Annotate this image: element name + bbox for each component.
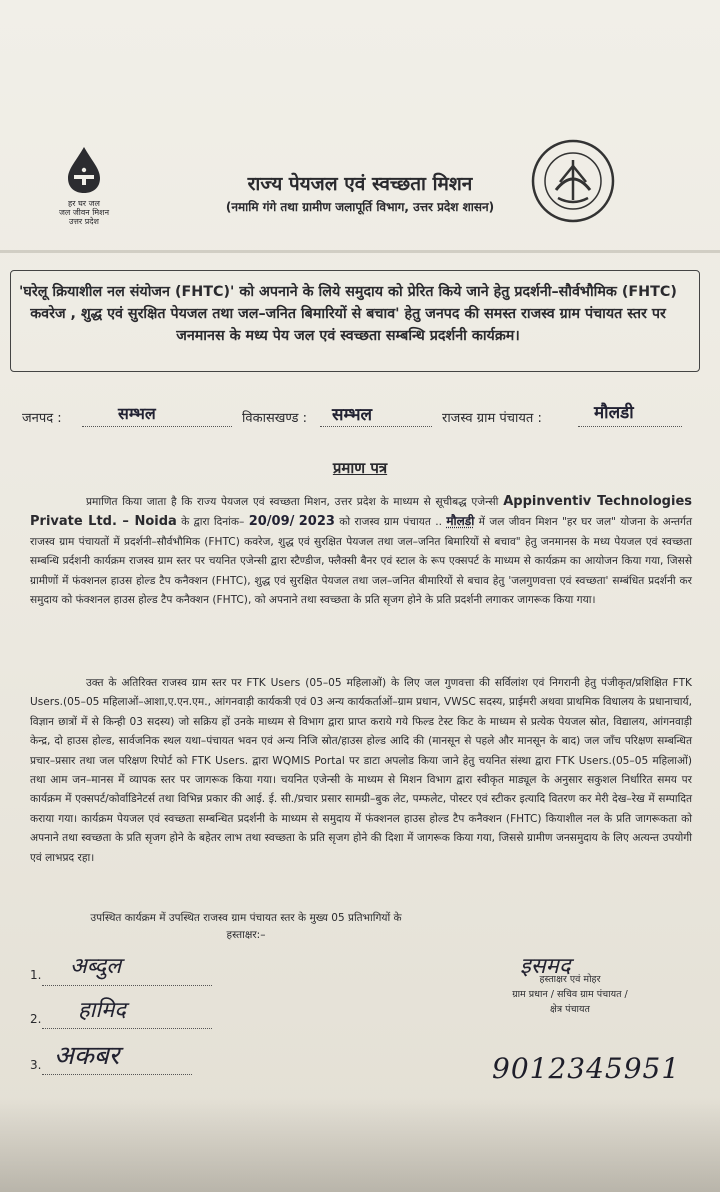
participant-number: 2.: [30, 1012, 42, 1026]
certificate-paragraph-1: [30, 492, 692, 610]
logo-line-2: जल जीवन मिशन: [58, 208, 110, 217]
seal-line-3: क्षेत्र पंचायत: [550, 1004, 590, 1015]
block-label: विकासखण्ड :: [242, 411, 308, 426]
paper-fold: [0, 250, 720, 253]
certificate-title: प्रमाण पत्र: [332, 459, 388, 477]
bottom-shadow: [0, 1097, 720, 1192]
participant-number: 3.: [30, 1058, 42, 1072]
pradhan-signature: इसमद: [520, 954, 571, 979]
certificate-paragraph-2: [30, 674, 692, 868]
p1-date-label: के द्वारा दिनांक–: [181, 516, 245, 529]
mission-subtitle: (नमामि गंगे तथा ग्रामीण जलापूर्ति विभाग, उत्तर प्रदेश शासन): [225, 200, 495, 214]
participants-heading: [36, 910, 456, 944]
participant-number: 1.: [30, 968, 42, 982]
seal-line-2: ग्राम प्रधान / सचिव ग्राम पंचायत /: [512, 989, 628, 1000]
signature-and-seal: [470, 958, 670, 1017]
date-value: 20/09/: [248, 514, 295, 530]
district-label: जनपद :: [22, 411, 62, 426]
logo-line-3: उत्तर प्रदेश: [69, 217, 99, 226]
village-value: मौलडी: [446, 514, 475, 529]
phone-number: 9012345951: [492, 1052, 681, 1085]
logo-line-1: हर घर जल: [68, 199, 100, 208]
participants-heading-line-1: उपस्थित कार्यक्रम में उपस्थित राजस्व ग्राम पंचायत स्तर के मुख्य 05 प्रतिभागियों के: [90, 912, 402, 924]
participant-signature: अब्दुल: [70, 954, 122, 979]
date-year: 2023: [298, 514, 335, 530]
p1-body: में जल जीवन मिशन "हर घर जल" योजना के अन्तर्गत राजस्व ग्राम पंचायतों में प्रदर्शनी–सौर्वभौमिक (FHTC) कवरेज, शुद्ध एवं सुरक्षित पेयजल तथा जल–जनित बिमारियों से बचाव" हेतु जनमानस के मध्य पेयजल एवं स्वच्छता सम्बन्धि प्रर्दशनी कार्यक्रम राजस्व ग्राम स्तर पर चयनित एजेन्सी द्वारा स्टैण्डीज, फ्लैक्सी बैनर एवं स्टाल के रूप एक्सपर्ट के माध्यम से कार्यक्रम का आयोजन किया गया, जिससे ग्रामीणों में फंक्शनल हाउस होल्ड टैप कनैक्शन (FHTC), शुद्ध एवं सुरक्षित पेयजल तथा जल–जनित बीमारियों से बचाव हेतु 'जलगुणवत्ता एवं स्वच्छता' सम्बंधित प्रदर्शनी कर समुदाय को फंक्शनल हाउस होल्ड टैप कनैक्शन (FHTC), को अपनाने तथा स्वच्छता के प्रति सृजग होने के प्रति प्रदर्शनी लगाकर जागरूक किया गया।: [30, 516, 692, 607]
seal-line-1: हस्ताक्षर एवं मोहर: [539, 974, 601, 985]
p1-intro: प्रमाणित किया जाता है कि राज्य पेयजल एवं स्वच्छता मिशन, उत्तर प्रदेश के माध्यम से सूचीबद्ध एजेन्सी: [86, 496, 499, 508]
p1-panchayat-label: को राजस्व ग्राम पंचायत ..: [339, 516, 442, 529]
participant-3: [30, 1058, 41, 1072]
panchayat-value: मौलडी: [594, 403, 634, 423]
block-value: सम्भल: [332, 405, 373, 425]
programme-heading: 'घरेलू क्रियाशील नल संयोजन (FHTC)' को अपनाने के लिये समुदाय को प्रेरित किये जाने हेतु प्रदर्शनी–सौर्वभौमिक (FHTC) कवरेज , शुद्ध एवं सुरक्षित पेयजल तथा जल–जनित बिमारियों से बचाव' हेतु जनपद की समस्त राजस्व ग्राम पंचायत स्तर पर जनमानस के मध्य पेय जल एवं स्वच्छता सम्बन्धि प्रदर्शनी कार्यक्रम।: [19, 284, 677, 344]
participant-signature: अकबर: [54, 1041, 120, 1071]
participant-signature: हामिद: [78, 998, 126, 1023]
mission-title: राज्य पेयजल एवं स्वच्छता मिशन: [247, 173, 473, 195]
participant-1: [30, 968, 41, 982]
participants-heading-line-2: हस्ताक्षर:–: [226, 929, 266, 941]
district-value: सम्भल: [118, 404, 156, 423]
panchayat-label: राजस्व ग्राम पंचायत :: [442, 411, 542, 426]
agency-name: Appinventiv Technologies Private Ltd. – Noida: [30, 494, 692, 530]
participant-2: [30, 1012, 41, 1026]
p2-body: उक्त के अतिरिक्त राजस्व ग्राम स्तर पर FTK Users (05–05 महिलाओं) के लिए जल गुणवत्ता की सर्विलांश एवं निगरानी हेतु पंजीकृत/प्रशिक्षित FTK Users.(05–05 महिलाओं–आशा,ए.एन.एम., आंगनवाड़ी कार्यकत्री एवं 03 अन्य कार्यकर्ताओं–ग्राम प्रधान, VWSC सदस्य, प्राईमरी अथवा प्राथमिक विधालय के प्रधानाचार्य, विज्ञान छात्रों में से किन्ही 03 सदस्य) जो सक्रिय हों उनके माध्यम से विभाग द्वारा प्राप्त कराये गये फिल्ड टेस्ट किट के माध्यम से प्रत्येक पेयजल स्रोत, विद्यालय, आंगनवाड़ी केन्द्र, दो हाउस होल्ड, सार्वजनिक स्थल यथा–पंचायत भवन एवं अन्य निजि स्रोत/हाउस होल्ड आदि की (मानसून से पहले और मानसून के बाद) जल जाँच परिक्षण सम्बन्धित प्रचार–प्रसार तथा जल परिक्षण रिपोर्ट को FTK Users. द्वारा WQMIS Portal पर डाटा अपलोड किया जाने हेतु चयनित संस्था द्वारा FTK Users.(05–05 महिलाओं) तथा आम जन–मानस में व्यापक स्तर पर जागरूक किया गया। चयनित एजेन्सी के माध्यम से मिशन विभाग द्वारा स्वीकृत माड्यूल के अनुसार सकुशल निर्धारित समय पर कार्यक्रम में एक्सपर्ट/कोर्वाडिनेटर्स तथा विभिन्न प्रकार की आई. ई. सी./प्रचार प्रसार सामग्री–बुक लेट, पम्फलेट, पोस्टर एवं स्टीकर इत्यादि वितरण कर मेरी देख–रेख में सम्पादित कराया गया। कार्यक्रम पेयजल एवं स्वच्छता सम्बन्धित प्रदर्शनी के माध्यम से समुदाय में फंक्शनल हाउस होल्ड टैप कनैक्शन (FHTC) कियाशील नल के प्रति जागरूकता को अपनाने तथा स्वच्छता के प्रति सृजग होने के बहेतर लाभ तथा स्वच्छता के प्रति सृजग होने की दिशा में जागरूक किया गया, जिससे ग्रामीण जनसमुदाय के लिए अत्यन्त उपयोगी एवं लाभप्रद रहा।: [30, 677, 692, 864]
